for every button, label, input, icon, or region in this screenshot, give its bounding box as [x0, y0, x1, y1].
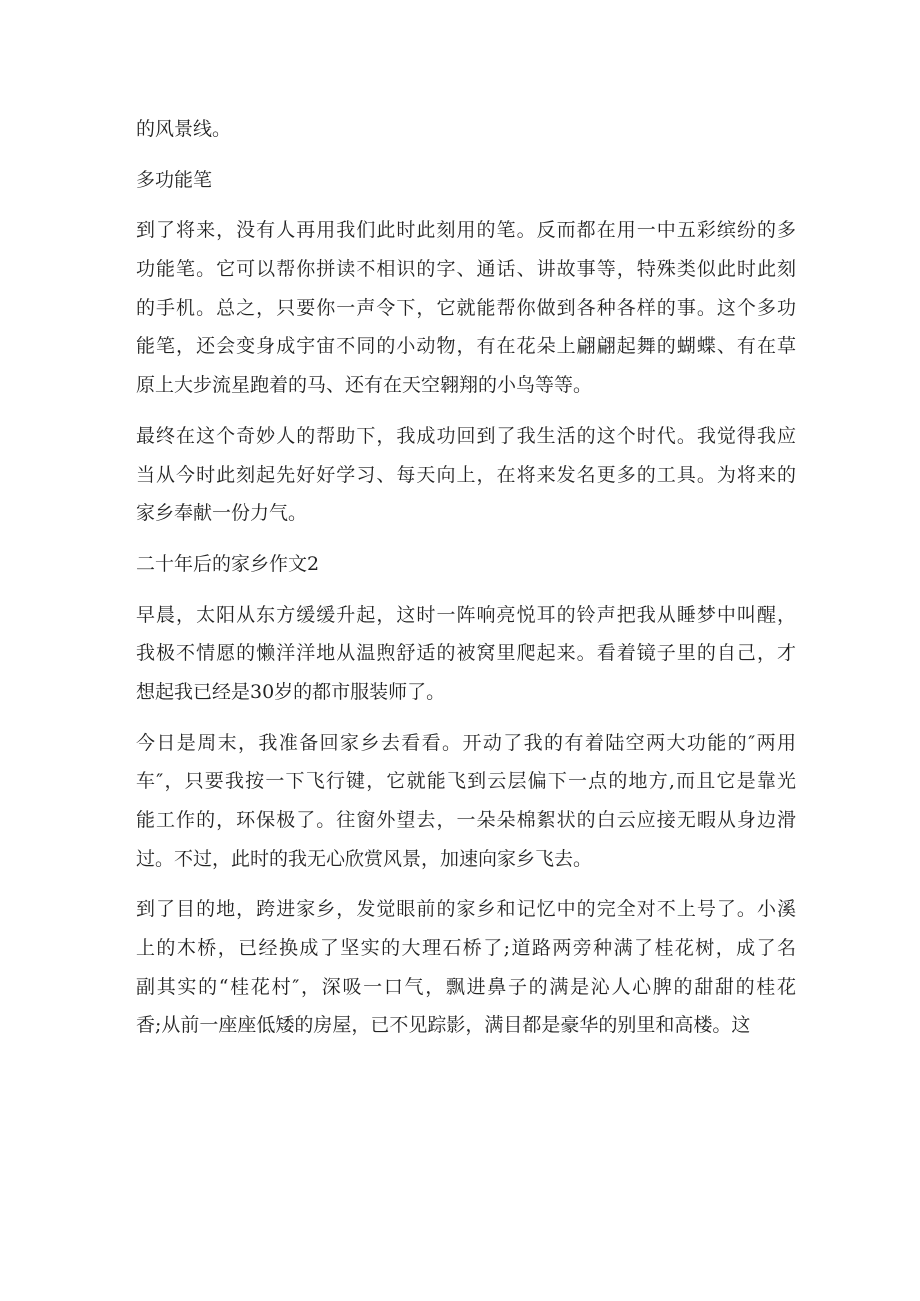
text-line: 二十年后的家乡作文2	[136, 552, 320, 575]
text-line: 当从今时此刻起先好好学习、每天向上，在将来发名更多的工具。为将来的	[136, 463, 796, 486]
text-line: 副其实的“桂花村″，深吸一口气，飘进鼻子的满是沁人心脾的甜甜的桂花	[136, 975, 796, 998]
text-line: 香;从前一座座低矮的房屋，已不见踪影，满目都是豪华的别里和高楼。这	[136, 1014, 751, 1037]
text-line: 原上大步流星跑着的马、还有在天空翱翔的小鸟等等。	[136, 374, 593, 397]
text-line: 到了将来，没有人再用我们此时此刻用的笔。反而都在用一中五彩缤纷的多	[136, 219, 796, 242]
document-body	[136, 110, 796, 1045]
text-line: 我极不情愿的懒洋洋地从温煦舒适的被窝里爬起来。看着镜子里的自己，才	[136, 642, 796, 665]
section-heading	[136, 161, 796, 200]
text-line: 的手机。总之，只要你一声令下，它就能帮你做到各种各样的事。这个多功	[136, 296, 796, 319]
paragraph-gap	[136, 149, 796, 161]
text-line: 今日是周末，我准备回家乡去看看。开动了我的有着陆空两大功能的″两用	[136, 731, 796, 754]
paragraph-gap	[136, 405, 796, 417]
paragraph	[136, 724, 796, 879]
text-line: 功能笔。它可以帮你拼读不相识的字、通话、讲故事等，特殊类似此时此刻	[136, 258, 796, 281]
text-line: 上的木桥，已经换成了坚实的大理石桥了;道路两旁种满了桂花树，成了名	[136, 937, 796, 960]
text-line: 车″，只要我按一下飞行键，它就能飞到云层偏下一点的地方,而且它是靠光	[136, 770, 796, 793]
paragraph-gap	[136, 878, 796, 890]
paragraph-gap	[136, 712, 796, 724]
paragraph	[136, 211, 796, 404]
paragraph-gap	[136, 199, 796, 211]
paragraph-gap	[136, 584, 796, 596]
text-line: 能笔，还会变身成宇宙不同的小动物，有在花朵上翩翩起舞的蝴蝶、有在草	[136, 335, 796, 358]
text-line: 想起我已经是30岁的都市服装师了。	[136, 680, 446, 703]
text-line: 早晨，太阳从东方缓缓升起，这时一阵响亮悦耳的铃声把我从睡梦中叫醒，	[136, 603, 796, 626]
text-line: 到了目的地，跨进家乡，发觉眼前的家乡和记忆中的完全对不上号了。小溪	[136, 898, 796, 921]
paragraph	[136, 890, 796, 1045]
text-line: 家乡奉献一份力气。	[136, 502, 308, 525]
text-line: 的风景线。	[136, 118, 232, 140]
section-heading	[136, 545, 796, 584]
paragraph	[136, 596, 796, 712]
text-line: 能工作的，环保极了。往窗外望去，一朵朵棉絮状的白云应接无暇从身边滑	[136, 809, 796, 831]
paragraph-gap	[136, 533, 796, 545]
text-line: 多功能笔	[136, 168, 213, 191]
paragraph	[136, 417, 796, 533]
text-line: 最终在这个奇妙人的帮助下，我成功回到了我生活的这个时代。我觉得我应	[136, 424, 796, 447]
paragraph	[136, 110, 796, 149]
text-line: 过。不过，此时的我无心欣赏风景，加速向家乡飞去。	[136, 847, 593, 870]
